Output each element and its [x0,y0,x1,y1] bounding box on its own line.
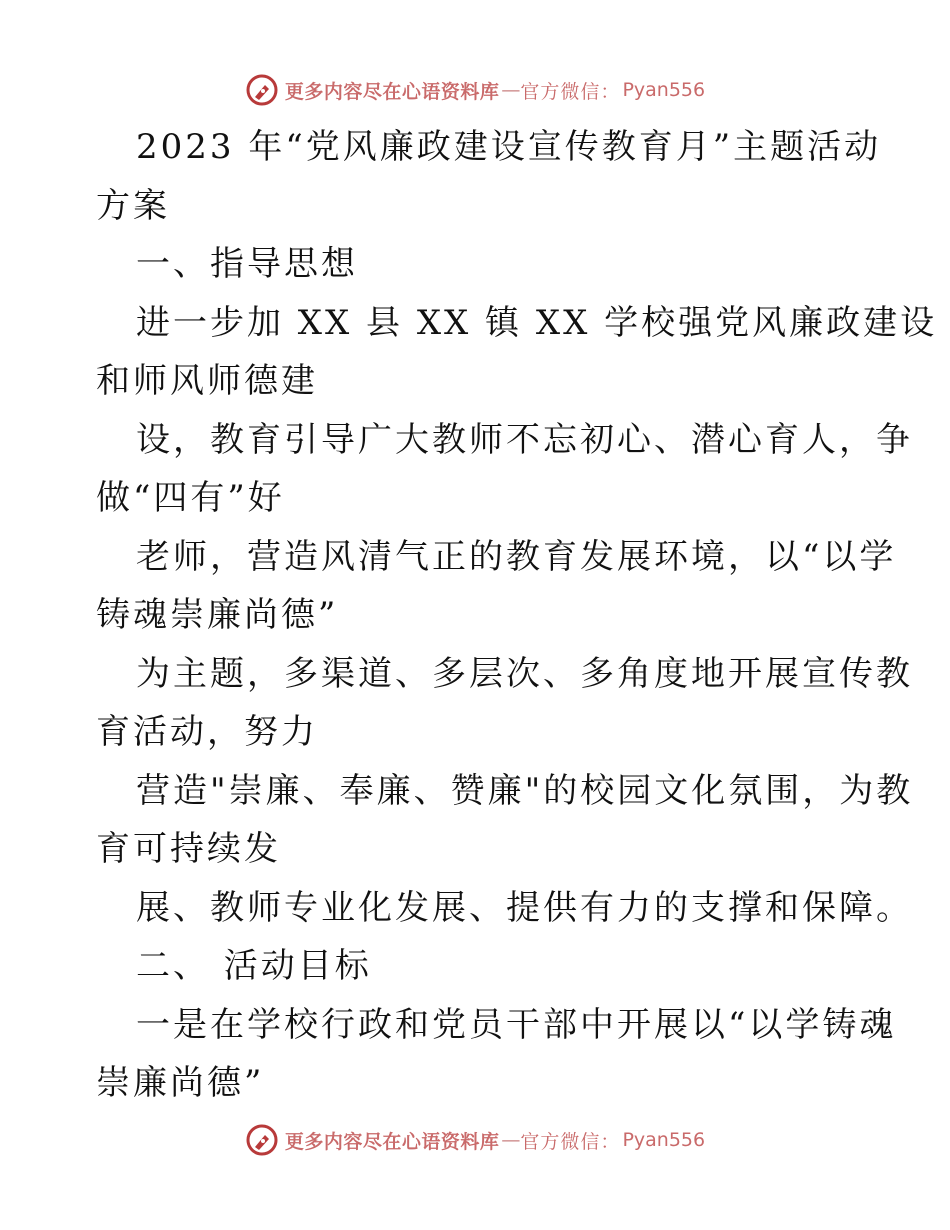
doc-title-line-2: 方案 [96,185,170,226]
paragraph-line: 铸魂崇廉尚德” [96,595,339,635]
doc-title-line-1: 2023 年“党风廉政建设宣传教育月”主题活动 [136,127,882,167]
paragraph-line: 一是在学校行政和党员干部中开展以“以学铸魂 [136,1004,897,1045]
section-heading-activity-goals: 二、 活动目标 [136,946,372,986]
paragraph-line: 崇廉尚德” [96,1063,265,1103]
document-body [96,118,938,1113]
paragraph-line: 进一步加 XX 县 XX 镇 XX 学校强党风廉政建设 [136,302,938,343]
section-heading-guiding-thought: 一、指导思想 [136,244,358,284]
pen-nib-circle-icon [245,73,279,107]
paragraph-line: 为主题，多渠道、多层次、多角度地开展宣传教 [136,653,913,694]
watermark-wechat-id: Pyan556 [622,1129,706,1151]
paragraph-line: 展、教师专业化发展、提供有力的支撑和保障。 [136,887,913,928]
paragraph-line: 育可持续发 [96,829,281,869]
paragraph-line: 设，教育引导广大教师不忘初心、潜心育人，争 [136,419,913,460]
watermark-wechat-label: 官方微信： [520,80,621,103]
watermark-wechat-id: Pyan556 [622,79,706,101]
watermark-footer [0,1120,950,1160]
watermark-header [0,70,950,110]
watermark-brand: 更多内容尽在心语资料库 [284,80,500,103]
watermark-separator: — [501,1129,521,1151]
watermark-separator: — [501,79,521,101]
paragraph-line: 育活动，努力 [96,712,318,752]
paragraph-line: 和师风师德建 [96,361,318,401]
watermark-brand: 更多内容尽在心语资料库 [284,1130,500,1153]
paragraph-line: 做“四有”好 [96,478,285,518]
pen-nib-circle-icon [245,1123,279,1157]
paragraph-line: 营造"崇廉、奉廉、赞廉"的校园文化氛围，为教 [136,770,914,811]
paragraph-line: 老师，营造风清气正的教育发展环境，以“以学 [136,536,897,577]
watermark-wechat-label: 官方微信： [520,1130,621,1153]
